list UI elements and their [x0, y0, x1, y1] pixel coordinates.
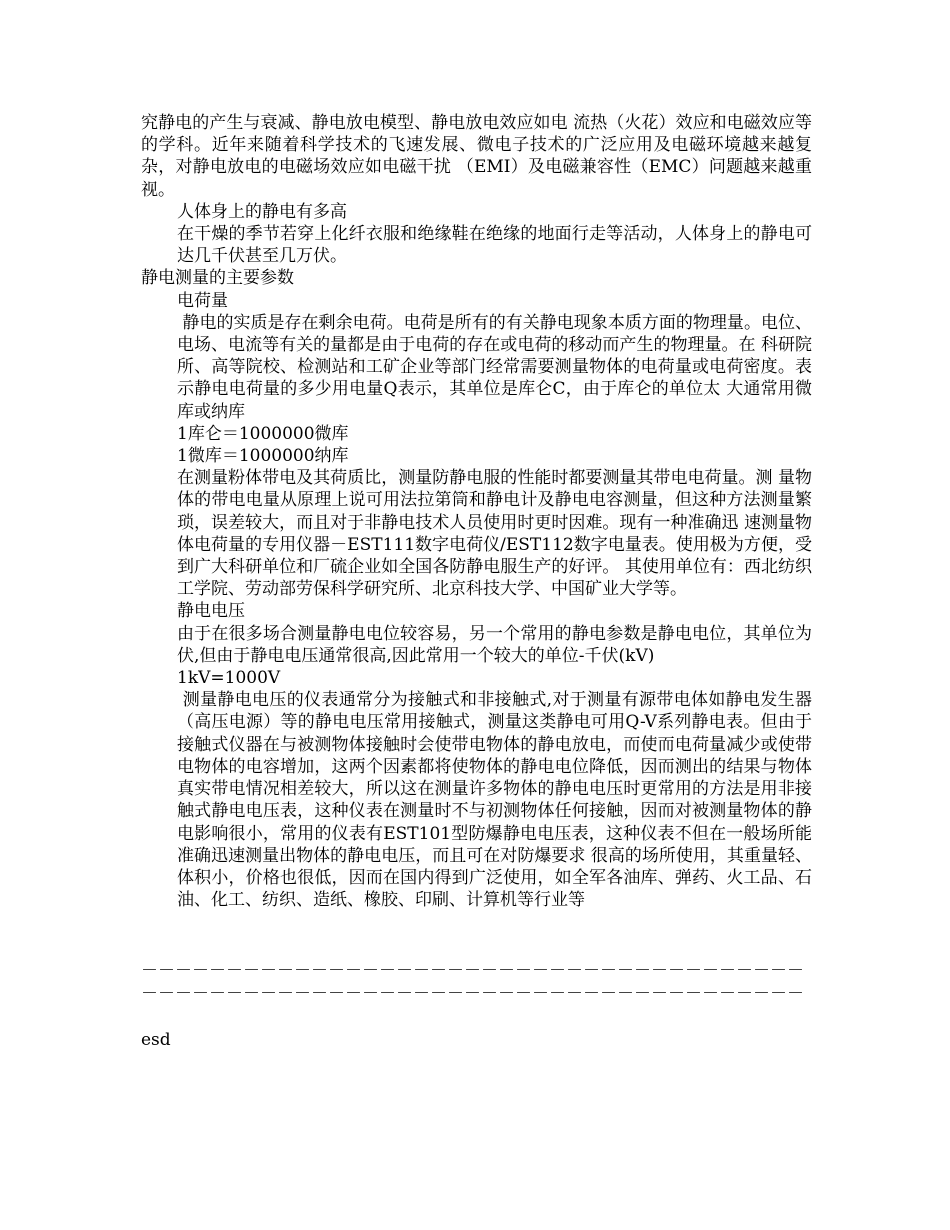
paragraph-charge: 静电的实质是存在剩余电荷。电荷是所有的有关静电现象本质方面的物理量。电位、电场、电流等有关的量都是由于电荷的存在或电荷的移动而产生的物理量。在 科研院所、高等院校、检测站和工矿企业等部门经常需要测量物体的电荷量或电荷密度。表示静电电荷量的多少用电量Q表示，其单位是库仑C，由于库仑的单位太 大通常用微库或纳库: [177, 312, 812, 422]
heading-voltage: 静电电压: [177, 601, 245, 622]
heading-body-static: 人体身上的静电有多高: [177, 201, 347, 222]
paragraph-voltage-measurement: 测量静电电压的仪表通常分为接触式和非接触式,对于测量有源带电体如静电发生器（高压电源）等的静电电压常用接触式，测量这类静电可用Q-V系列静电表。但由于接触式仪器在与被测物体接触时会使带电物体的静电放电，而使而电荷量减少或使带电物体的电容增加，这两个因素都将使物体的静电电位降低，因而测出的结果与物体真实带电情况相差较大，所以这在测量许多物体的静电电压时更常用的方法是用非接触式静电电压表，这种仪表在测量时不与初测物体任何接触，因而对被测量物体的静电影响很小，常用的仪表有EST101型防爆静电电压表，这种仪表不但在一般场所能准确迅速测量出物体的静电电压，而且可在对防爆要求 很高的场所使用，其重量轻、体积小，价格也很低，因而在国内得到广泛使用，如全军各油库、弹药、火工品、石油、化工、纺织、造纸、橡胶、印刷、计算机等行业等: [177, 690, 812, 911]
section-title-parameters: 静电测量的主要参数: [141, 268, 294, 289]
formula-microcoulomb: 1微库＝1000000纳库: [177, 446, 349, 467]
paragraph-charge-measurement: 在测量粉体带电及其荷质比，测量防静电服的性能时都要测量其带电电荷量。测 量物体的带电电量从原理上说可用法拉第筒和静电计及静电电容测量，但这种方法测量繁琐，误差较大，而且对于非静电技术人员使用时更时因难。现有一种准确迅 速测量物体电荷量的专用仪器－EST111数字电荷仪/EST112数字电量表。使用极为方便，受到广大科研单位和厂硫企业如全国各防静电服生产的好评。 其使用单位有：西北纺织工学院、劳动部劳保科学研究所、北京科技大学、中国矿业大学等。: [177, 468, 812, 600]
formula-kilovolt: 1kV=1000V: [177, 668, 281, 689]
heading-charge: 电荷量: [177, 290, 228, 311]
paragraph-intro-continued: 究静电的产生与衰减、静电放电模型、静电放电效应如电 流热（火花）效应和电磁效应等的学科。近年来随着科学技术的飞速发展、微电子技术的广泛应用及电磁环境越来越复杂，对静电放电的电磁场效应如电磁干扰 （EMI）及电磁兼容性（EMC）问题越来越重视。: [141, 113, 812, 200]
document-body: [141, 112, 812, 911]
footer-label: esd: [141, 1029, 171, 1050]
paragraph-body-static: 在干燥的季节若穿上化纤衣服和绝缘鞋在绝缘的地面行走等活动，人体身上的静电可达几千伏甚至几万伏。: [177, 224, 812, 267]
paragraph-voltage: 由于在很多场合测量静电电位较容易，另一个常用的静电参数是静电电位，其单位为伏,但由于静电电压通常很高,因此常用一个较大的单位-千伏(kV): [177, 623, 812, 666]
formula-coulomb: 1库仑＝1000000微库: [177, 423, 349, 444]
separator-line: －－－－－－－－－－－－－－－－－－－－－－－－－－－－－－－－－－－－－－－－－－－－－－－－－－－－－－－－－－－－－－－－－－－－－－－－－－－－－－: [141, 961, 804, 1004]
